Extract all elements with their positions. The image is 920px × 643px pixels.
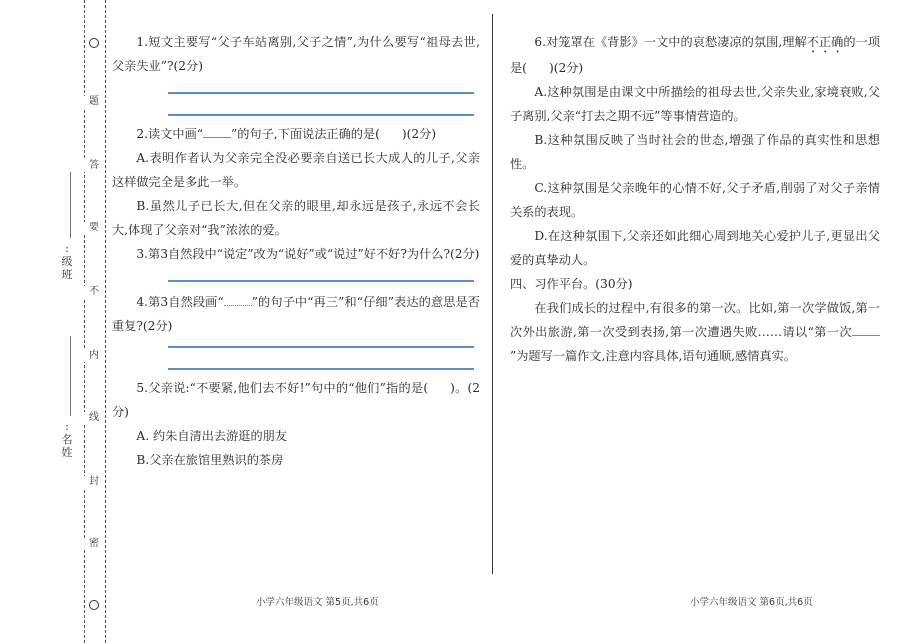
question-2-text-a: 2.读文中画“ [136, 127, 203, 141]
binding-hole-top [89, 38, 99, 48]
question-4-text-a: 4.第3自然段画“ [136, 295, 224, 309]
seal-char-7: 封 [84, 476, 104, 488]
question-5-text-b: )。(2分) [112, 381, 481, 419]
section-4-heading: 四、习作平台。(30分) [510, 277, 633, 291]
binding-margin [0, 0, 108, 643]
question-6-option-a: A.这种氛围是由课文中所描绘的祖母去世,父亲失业,家境衰败,父子离别,父亲“打去之期不远”等事情营造的。 [510, 85, 880, 123]
class-label: :级班 [61, 242, 73, 281]
right-page [510, 30, 880, 368]
question-6-text-b: 的一项是( [510, 35, 881, 75]
question-2-text-b: ”的句子,下面说法正确的是( [231, 127, 380, 141]
seal-char-8: 密 [84, 538, 104, 550]
question-6-emphasis: 不正确 [806, 35, 844, 49]
question-3: 3.第3自然段中“说定”改为“说好”或“说过”好不好?为什么?(2分) [136, 247, 480, 261]
question-2-option-a: A.表明作者认为父亲完全没必要亲自送已长大成人的儿子,父亲这样做完全是多此一举。 [112, 151, 480, 189]
wavy-underline-marker [224, 293, 252, 306]
essay-prompt [510, 296, 880, 368]
underline-marker [203, 125, 231, 138]
question-5 [112, 376, 480, 424]
question-1: 1.短文主要写“父子车站离别,父子之情”,为什么要写“祖母去世,父亲失业”?(2分) [112, 35, 480, 73]
left-page [112, 30, 480, 472]
question-6-text-c: )(2分) [548, 61, 584, 75]
seal-char-2: 答 [84, 160, 104, 172]
seal-char-3: 要 [84, 222, 104, 234]
essay-title-blank[interactable] [852, 323, 880, 336]
question-5-option-b: B.父亲在旅馆里熟识的茶房 [136, 453, 284, 467]
question-6-text-a: 6.对笼罩在《背影》一文中的哀愁凄凉的氛围,理解 [534, 35, 807, 49]
question-4 [112, 290, 480, 338]
question-2-text-c: )(2分) [401, 127, 437, 141]
question-5-option-a: A. 约朱自清出去游逛的朋友 [136, 429, 288, 443]
class-field-line [70, 172, 71, 238]
question-6-option-c: C.这种氛围是父亲晚年的心情不好,父子矛盾,削弱了对父子亲情关系的表现。 [510, 181, 880, 219]
seal-char-6: 线 [84, 412, 104, 424]
footer-right: 小学六年级语文 第6页,共6页 [690, 597, 813, 608]
question-6-option-d: D.在这种氛围下,父亲还如此细心周到地关心爱护儿子,更显出父爱的真挚动人。 [510, 229, 880, 267]
seal-char-5: 内 [84, 350, 104, 362]
question-6-option-b: B.这种氛围反映了当时社会的世态,增强了作品的真实性和思想性。 [510, 133, 880, 171]
question-5-text-a: 5.父亲说:“不要紧,他们去不好!”句中的“他们”指的是( [136, 381, 429, 395]
name-label: :名姓 [61, 420, 73, 459]
essay-prompt-text-b: ”为题写一篇作文,注意内容具体,语句通顺,感情真实。 [510, 349, 796, 363]
question-2 [112, 122, 480, 146]
seal-char-1: 题 [84, 96, 104, 108]
page-divider [492, 14, 493, 574]
essay-prompt-text-a: 在我们成长的过程中,有很多的第一次。比如,第一次学做饭,第一次外出旅游,第一次受到表扬,第一次遭遇失败……请以“第一次 [510, 301, 880, 339]
question-4-text-b: ”的句子中“再三”和“仔细”表达的意思是否重复?(2分) [112, 295, 480, 333]
seal-char-4: 不 [84, 286, 104, 298]
question-2-option-b: B.虽然儿子已长大,但在父亲的眼里,却永远是孩子,永远不会长大,体现了父亲对“我”浓浓的爱。 [112, 199, 480, 237]
question-6 [510, 30, 880, 80]
footer-left: 小学六年级语文 第5页,共6页 [256, 597, 379, 608]
name-field-line [70, 336, 71, 416]
binding-hole-bottom [89, 600, 99, 610]
